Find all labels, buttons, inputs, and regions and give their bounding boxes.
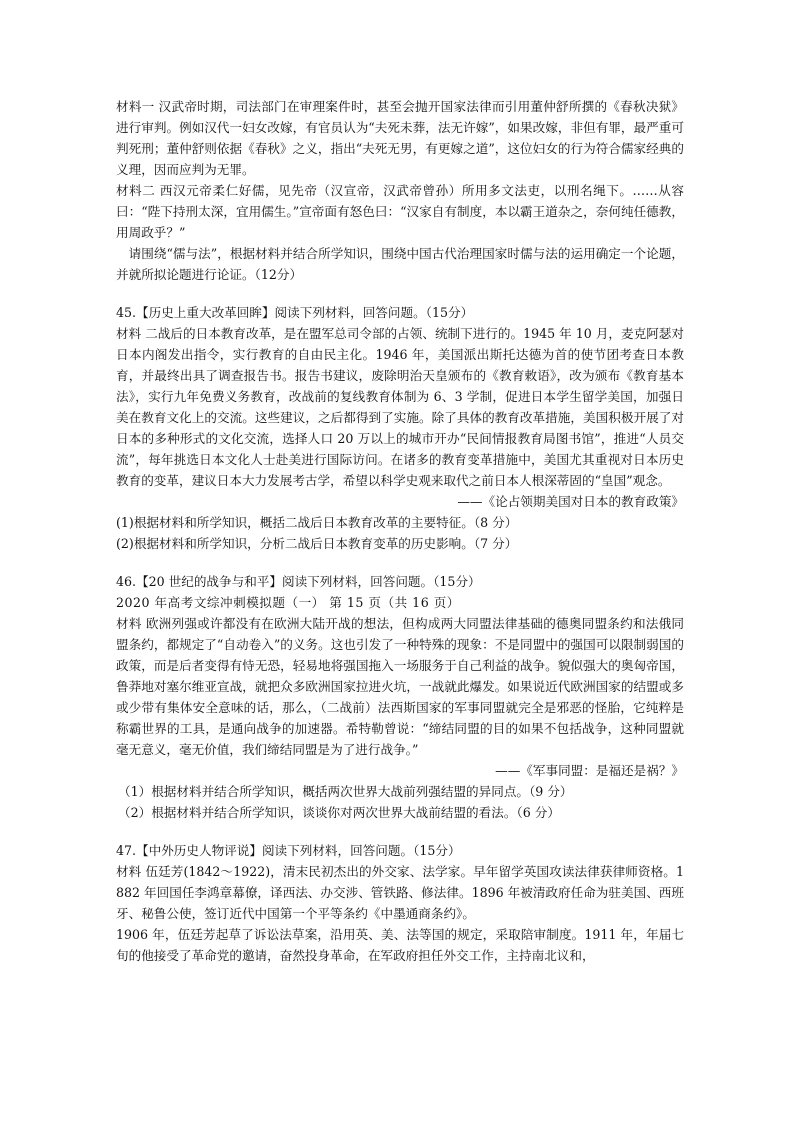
q45-heading: 45.【历史上重大改革回眸】阅读下列材料，回答问题。（15分） [116, 305, 474, 320]
q44-material-1: 材料一 汉武帝时期，司法部门在审理案件时，甚至会抛开国家法律而引用董仲舒所撰的《春秋决狱》进行审判。例如汉代一妇女改嫁，有官员认为“夫死未葬，法无许嫁”，如果改嫁，非但有罪，最严重可判死刑；董仲舒则依据《春秋》之义，指出“夫死无男，有更嫁之道”，这位妇女的行为符合儒家经典的义理，因而应判为无罪。 [116, 99, 684, 177]
q45-source: ——《论占领期美国对日本的教育政策》 [457, 494, 684, 509]
q47-material-1: 材料 伍廷芳(1842～1922)，清末民初杰出的外交家、法学家。早年留学英国攻读法律获律师资格。1882 年回国任李鸿章幕僚，译西法、办交涉、管铁路、修法律。1896 年被清政府任命为驻美国、西班牙、秘鲁公使，签订近代中国第一个平等条约《中墨通商条约》。 [116, 864, 684, 921]
spacer [116, 554, 684, 571]
q46-material: 材料 欧洲列强或许都没有在欧洲大陆开战的想法，但构成两大同盟法律基础的德奥同盟条约和法俄同盟条约，都规定了“自动卷入”的义务。这也引发了一种特殊的现象：不是同盟中的强国可以限制弱国的政策，而是后者变得有恃无恐，轻易地将强国拖入一场服务于自己利益的战争。貌似强大的奥匈帝国，鲁莽地对塞尔维亚宣战，就把众多欧洲国家拉进火坑，一战就此爆发。如果说近代欧洲国家的结盟或多或少带有集体安全意味的话，那么，（二战前）法西斯国家的军事同盟就完全是邪恶的怪胎，它纯粹是称霸世界的工具，是通向战争的加速器。希特勒曾说：“缔结同盟的目的如果不包括战争，这种同盟就毫无意义，毫无价值，我们缔结同盟是为了进行战争。” [116, 616, 684, 757]
q44-prompt: 请围绕“儒与法”，根据材料并结合所学知识，围绕中国古代治理国家时儒与法的运用确定一个论题，并就所拟论题进行论证。（12分） [116, 246, 684, 282]
q45-material: 材料 二战后的日本教育改革，是在盟军总司令部的占领、统制下进行的。1945 年 10 月，麦克阿瑟对日本内阁发出指令，实行教育的自由民主化。1946 年，美国派出斯托达德为首的使节团考查日本教育，并最终出具了调查报告书。报告书建议，废除明治天皇颁布的《教育敕语》，改为颁布《教育基本法》，实行九年免费义务教育，改战前的复线教育体制为 6、3 学制，促进日本学生留学美国，加强日美在教育文化上的交流。这些建议，之后都得到了实施。除了具体的教育改革措施，美国积极开展了对日本的多种形式的文化交流，选择人口 20 万以上的城市开办“民间情报教育局图书馆”，推进“人员交流”，每年挑选日本文化人士赴美进行国际访问。在诸多的教育变革措施中，美国尤其重视对日本历史教育的变革，建议日本大力发展考古学，希望以科学史观来取代之前日本人根深蒂固的“皇国”观念。 [116, 326, 684, 488]
q45-question-2: (2)根据材料和所学知识，分析二战后日本教育变革的历史影响。（7 分） [116, 536, 518, 551]
spacer [116, 823, 684, 840]
q46-question-2: （2）根据材料并结合所学知识，谈谈你对两次世界大战前结盟的看法。（6 分） [118, 805, 560, 820]
q46-heading: 46.【20 世纪的战争与和平】阅读下列材料，回答问题。（15分） [116, 574, 481, 589]
q46-source: ——《军事同盟：是福还是祸？》 [495, 763, 684, 778]
q47-material-2: 1906 年，伍廷芳起草了诉讼法草案，沿用英、美、法等国的规定，采取陪审制度。1911 年，年届七旬的他接受了革命党的邀请，奋然投身革命，在军政府担任外交工作，主持南北议和， [116, 927, 684, 963]
q46-question-1: （1）根据材料并结合所学知识，概括两次世界大战前列强结盟的异同点。（9 分） [118, 784, 573, 799]
exam-page [116, 96, 684, 966]
page-footer: 2020 年高考文综冲刺模拟题（一） 第 15 页（共 16 页） [116, 595, 460, 610]
q45-question-1: (1)根据材料和所学知识，概括二战后日本教育改革的主要特征。（8 分） [116, 515, 518, 530]
q44-material-2: 材料二 西汉元帝柔仁好儒，见先帝（汉宣帝，汉武帝曾孙）所用多文法吏，以刑名绳下。……从容曰：“陛下持刑太深，宜用儒生。”宣帝面有怒色曰：“汉家自有制度，本以霸王道杂之，奈何纯任德教，用周政乎？” [116, 183, 684, 240]
q47-heading: 47.【中外历史人物评说】阅读下列材料，回答问题。（15分） [116, 843, 461, 858]
spacer [116, 285, 684, 302]
